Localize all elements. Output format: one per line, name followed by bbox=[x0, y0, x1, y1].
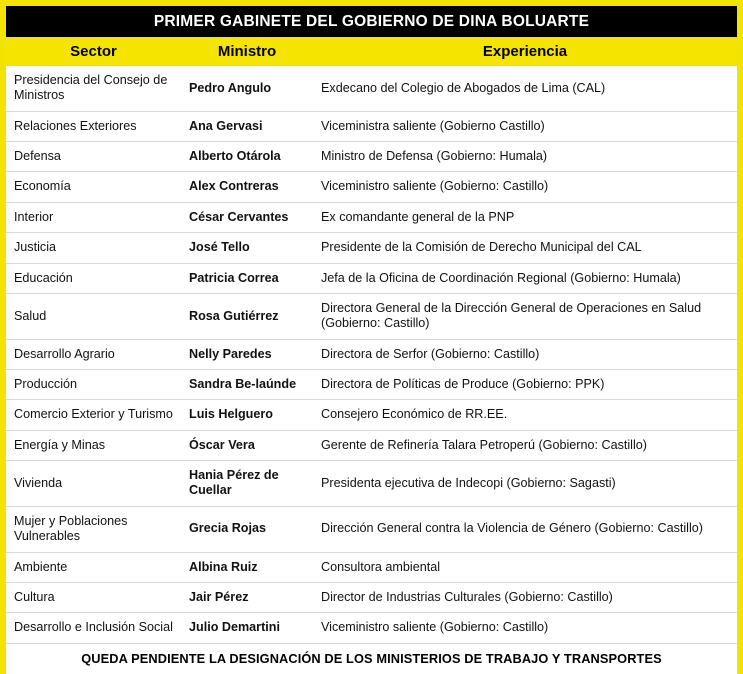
cell-experiencia: Gerente de Refinería Talara Petroperú (Gobierno: Castillo) bbox=[313, 430, 737, 460]
cabinet-table-wrapper bbox=[6, 37, 737, 644]
column-header-ministro: Ministro bbox=[181, 37, 313, 66]
cell-sector: Salud bbox=[6, 293, 181, 339]
cell-sector: Desarrollo e Inclusión Social bbox=[6, 613, 181, 643]
table-row bbox=[6, 506, 737, 552]
cell-experiencia: Directora de Serfor (Gobierno: Castillo) bbox=[313, 339, 737, 369]
table-row bbox=[6, 293, 737, 339]
table-row bbox=[6, 142, 737, 172]
cell-experiencia: Director de Industrias Culturales (Gobierno: Castillo) bbox=[313, 582, 737, 612]
table-row bbox=[6, 111, 737, 141]
table-header bbox=[6, 37, 737, 66]
cell-ministro: Alex Contreras bbox=[181, 172, 313, 202]
cell-ministro: Pedro Angulo bbox=[181, 66, 313, 111]
cell-experiencia: Ministro de Defensa (Gobierno: Humala) bbox=[313, 142, 737, 172]
cell-sector: Educación bbox=[6, 263, 181, 293]
cell-ministro: José Tello bbox=[181, 233, 313, 263]
table-row bbox=[6, 430, 737, 460]
table-row bbox=[6, 461, 737, 507]
cell-ministro: Albina Ruiz bbox=[181, 552, 313, 582]
table-row bbox=[6, 613, 737, 643]
cell-ministro: Alberto Otárola bbox=[181, 142, 313, 172]
cell-sector: Comercio Exterior y Turismo bbox=[6, 400, 181, 430]
cell-experiencia: Presidenta ejecutiva de Indecopi (Gobierno: Sagasti) bbox=[313, 461, 737, 507]
cell-experiencia: Directora de Políticas de Produce (Gobierno: PPK) bbox=[313, 370, 737, 400]
cell-ministro: Grecia Rojas bbox=[181, 506, 313, 552]
cell-experiencia: Directora General de la Dirección General de Operaciones en Salud (Gobierno: Castillo) bbox=[313, 293, 737, 339]
cell-ministro: Hania Pérez de Cuellar bbox=[181, 461, 313, 507]
cell-sector: Mujer y Poblaciones Vulnerables bbox=[6, 506, 181, 552]
cell-sector: Producción bbox=[6, 370, 181, 400]
cell-sector: Desarrollo Agrario bbox=[6, 339, 181, 369]
cell-experiencia: Viceministro saliente (Gobierno: Castillo) bbox=[313, 172, 737, 202]
cell-sector: Ambiente bbox=[6, 552, 181, 582]
cell-ministro: Ana Gervasi bbox=[181, 111, 313, 141]
table-row bbox=[6, 400, 737, 430]
table-row bbox=[6, 263, 737, 293]
cell-sector: Energía y Minas bbox=[6, 430, 181, 460]
table-header-row bbox=[6, 37, 737, 66]
cell-experiencia: Presidente de la Comisión de Derecho Municipal del CAL bbox=[313, 233, 737, 263]
cabinet-table bbox=[6, 37, 737, 644]
cell-sector: Cultura bbox=[6, 582, 181, 612]
cell-experiencia: Exdecano del Colegio de Abogados de Lima (CAL) bbox=[313, 66, 737, 111]
page-title: PRIMER GABINETE DEL GOBIERNO DE DINA BOLUARTE bbox=[6, 6, 737, 37]
cell-sector: Relaciones Exteriores bbox=[6, 111, 181, 141]
cell-ministro: Julio Demartini bbox=[181, 613, 313, 643]
cell-sector: Vivienda bbox=[6, 461, 181, 507]
cell-ministro: Nelly Paredes bbox=[181, 339, 313, 369]
cell-sector: Presidencia del Consejo de Ministros bbox=[6, 66, 181, 111]
cell-experiencia: Ex comandante general de la PNP bbox=[313, 202, 737, 232]
cell-sector: Justicia bbox=[6, 233, 181, 263]
cell-experiencia: Viceministro saliente (Gobierno: Castillo) bbox=[313, 613, 737, 643]
table-body bbox=[6, 66, 737, 643]
cell-ministro: Patricia Correa bbox=[181, 263, 313, 293]
cell-sector: Interior bbox=[6, 202, 181, 232]
cell-sector: Defensa bbox=[6, 142, 181, 172]
cell-experiencia: Consejero Económico de RR.EE. bbox=[313, 400, 737, 430]
column-header-sector: Sector bbox=[6, 37, 181, 66]
cell-ministro: Óscar Vera bbox=[181, 430, 313, 460]
table-row bbox=[6, 370, 737, 400]
cell-experiencia: Viceministra saliente (Gobierno Castillo) bbox=[313, 111, 737, 141]
cell-experiencia: Dirección General contra la Violencia de Género (Gobierno: Castillo) bbox=[313, 506, 737, 552]
cell-experiencia: Consultora ambiental bbox=[313, 552, 737, 582]
cell-ministro: Rosa Gutiérrez bbox=[181, 293, 313, 339]
table-row bbox=[6, 202, 737, 232]
cell-ministro: César Cervantes bbox=[181, 202, 313, 232]
table-row bbox=[6, 233, 737, 263]
table-row bbox=[6, 582, 737, 612]
footer-note: QUEDA PENDIENTE LA DESIGNACIÓN DE LOS MINISTERIOS DE TRABAJO Y TRANSPORTES bbox=[6, 644, 737, 674]
table-row bbox=[6, 172, 737, 202]
cell-ministro: Sandra Be-laúnde bbox=[181, 370, 313, 400]
table-row bbox=[6, 339, 737, 369]
table-row bbox=[6, 66, 737, 111]
table-row bbox=[6, 552, 737, 582]
cell-experiencia: Jefa de la Oficina de Coordinación Regional (Gobierno: Humala) bbox=[313, 263, 737, 293]
cell-sector: Economía bbox=[6, 172, 181, 202]
column-header-experiencia: Experiencia bbox=[313, 37, 737, 66]
cell-ministro: Jair Pérez bbox=[181, 582, 313, 612]
cell-ministro: Luis Helguero bbox=[181, 400, 313, 430]
